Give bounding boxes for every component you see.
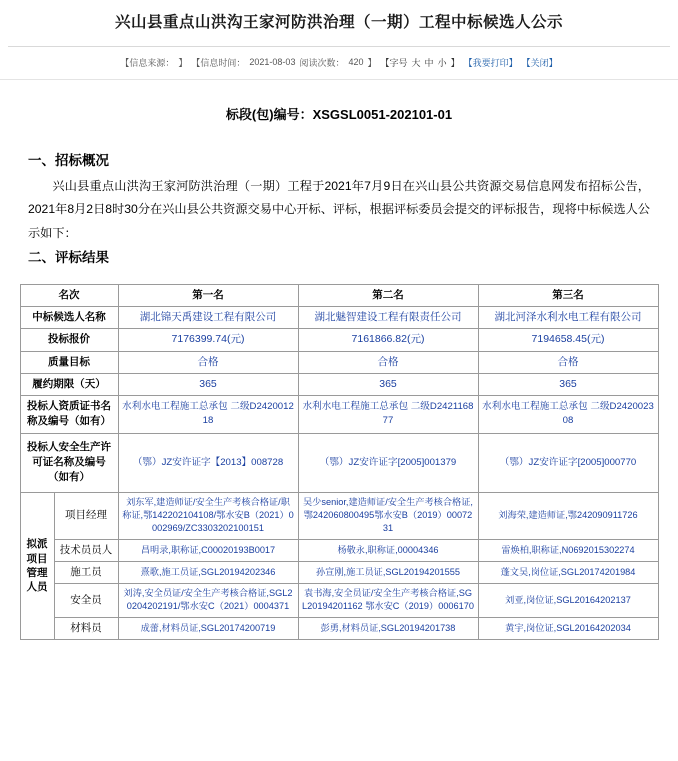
- table-row: [20, 307, 658, 329]
- row-cell: 合格: [478, 351, 658, 373]
- table-row: [20, 539, 658, 561]
- staff-group-label-text: 拟派项目管理人员: [26, 538, 48, 593]
- fontsize-small-button[interactable]: 小: [437, 57, 447, 68]
- print-button[interactable]: 【我要打印】: [463, 57, 518, 68]
- row-label: 投标人资质证书名称及编号（如有）: [20, 396, 118, 433]
- row-cell: 7161866.82(元): [298, 329, 478, 351]
- row-cell: （鄂）JZ安许证字[2005]001379: [298, 433, 478, 492]
- meta-views-label: 阅读次数：: [299, 57, 345, 68]
- close-button[interactable]: 【关闭】: [521, 57, 558, 68]
- staff-cell: 成蕾,材料员证,SGL20174200719: [118, 617, 298, 639]
- staff-cell: 孙宣刚,施工员证,SGL20194201555: [298, 561, 478, 583]
- table-row: [20, 433, 658, 492]
- table-row: [20, 617, 658, 639]
- row-cell: 水利水电工程施工总承包 二级D242001218: [118, 396, 298, 433]
- document-body: [0, 104, 678, 640]
- staff-cell: 袁书海,安全员证/安全生产考核合格证,SGL20194201162 鄂水安C（2019）0006170: [298, 584, 478, 618]
- staff-cell: 黄宇,岗位证,SGL20164202034: [478, 617, 658, 639]
- section-heading-1: 一、招标概况: [28, 152, 109, 168]
- section-code: 标段(包)编号：XSGSL0051-202101-01: [225, 106, 453, 122]
- bid-table-wrap: [18, 272, 660, 640]
- table-row: [20, 561, 658, 583]
- row-label: 质量目标: [20, 351, 118, 373]
- meta-views-value: 420: [348, 57, 364, 68]
- staff-cell: 彭勇,材料员证,SGL20194201738: [298, 617, 478, 639]
- page-title: 兴山县重点山洪沟王家河防洪治理（一期）工程中标候选人公示: [114, 14, 563, 31]
- table-row-header: [20, 285, 658, 307]
- row-label: 中标候选人名称: [20, 307, 118, 329]
- row-cell: 湖北魅智建设工程有限责任公司: [298, 307, 478, 329]
- meta-time-value: 2021-08-03: [249, 57, 296, 68]
- table-row: [20, 351, 658, 373]
- row-cell: 365: [118, 373, 298, 395]
- staff-cell: 昌明录,职称证,C00020193B0017: [118, 539, 298, 561]
- staff-role-label: 材料员: [54, 617, 118, 639]
- staff-cell: 杨敬永,职称证,00004346: [298, 539, 478, 561]
- staff-role-label: 项目经理: [54, 492, 118, 539]
- staff-cell: 刘涛,安全员证/安全生产考核合格证,SGL20204202191/鄂水安C（2021）0004371: [118, 584, 298, 618]
- staff-role-label: 安全员: [54, 584, 118, 618]
- staff-cell: 雷焕柏,职称证,N0692015302274: [478, 539, 658, 561]
- table-row: [20, 329, 658, 351]
- meta-source-value: 】: [178, 57, 188, 68]
- staff-role-label: 施工员: [54, 561, 118, 583]
- table-row: [20, 373, 658, 395]
- row-cell: 合格: [298, 351, 478, 373]
- staff-cell: 吴少senior,建造师证/安全生产考核合格证,鄂242060800495鄂水安B（2019）0007231: [298, 492, 478, 539]
- meta-fontsize-label: 【字号: [380, 57, 408, 68]
- meta-time-label: 【信息时间：: [191, 57, 246, 68]
- staff-cell: 刘东军,建造师证/安全生产考核合格证/职称证,鄂142202104108/鄂水安B（2021）0002969/ZC3303202100151: [118, 492, 298, 539]
- staff-group-label: [20, 492, 54, 639]
- staff-cell: 蓬文吴,岗位证,SGL20174201984: [478, 561, 658, 583]
- bid-result-table: [20, 284, 659, 640]
- staff-role-label: 技术员员人: [54, 539, 118, 561]
- table-row: [20, 492, 658, 539]
- row-cell: 365: [478, 373, 658, 395]
- row-cell: 7194658.45(元): [478, 329, 658, 351]
- table-row: [20, 584, 658, 618]
- row-cell: 合格: [118, 351, 298, 373]
- fontsize-large-button[interactable]: 大: [411, 57, 421, 68]
- row-cell: （鄂）JZ安许证字【2013】008728: [118, 433, 298, 492]
- row-cell: （鄂）JZ安许证字[2005]000770: [478, 433, 658, 492]
- row-label: 投标报价: [20, 329, 118, 351]
- section-paragraph-1: 兴山县重点山洪沟王家河防洪治理（一期）工程于2021年7月9日在兴山县公共资源交易信息网发布招标公告，2021年8月2日8时30分在兴山县公共资源交易中心开标、评标，根据评标委员会提交的评标报告，现将中标候选人公示如下：: [28, 178, 650, 241]
- col-header-first: 第一名: [118, 285, 298, 307]
- row-cell: 水利水电工程施工总承包 二级D242002308: [478, 396, 658, 433]
- row-label: 履约期限（天）: [20, 373, 118, 395]
- staff-cell: 刘海荣,建造师证,鄂242090911726: [478, 492, 658, 539]
- meta-bar: [0, 47, 678, 80]
- row-cell: 水利水电工程施工总承包 二级D242116877: [298, 396, 478, 433]
- table-row: [20, 396, 658, 433]
- meta-fontsize-close: 】: [450, 57, 460, 68]
- col-header-third: 第三名: [478, 285, 658, 307]
- section-heading-2: 二、评标结果: [28, 250, 109, 266]
- row-cell: 365: [298, 373, 478, 395]
- fontsize-medium-button[interactable]: 中: [424, 57, 434, 68]
- row-label: 投标人安全生产许可证名称及编号（如有）: [20, 433, 118, 492]
- meta-views-close: 】: [367, 57, 377, 68]
- row-cell: 7176399.74(元): [118, 329, 298, 351]
- staff-cell: 刘亚,岗位证,SGL20164202137: [478, 584, 658, 618]
- col-header-second: 第二名: [298, 285, 478, 307]
- row-cell: 湖北锦天禹建设工程有限公司: [118, 307, 298, 329]
- staff-cell: 熹歌,施工员证,SGL20194202346: [118, 561, 298, 583]
- row-cell: 湖北河泽水利水电工程有限公司: [478, 307, 658, 329]
- meta-source-label: 【信息来源：: [120, 57, 175, 68]
- col-header-rank: 名次: [20, 285, 118, 307]
